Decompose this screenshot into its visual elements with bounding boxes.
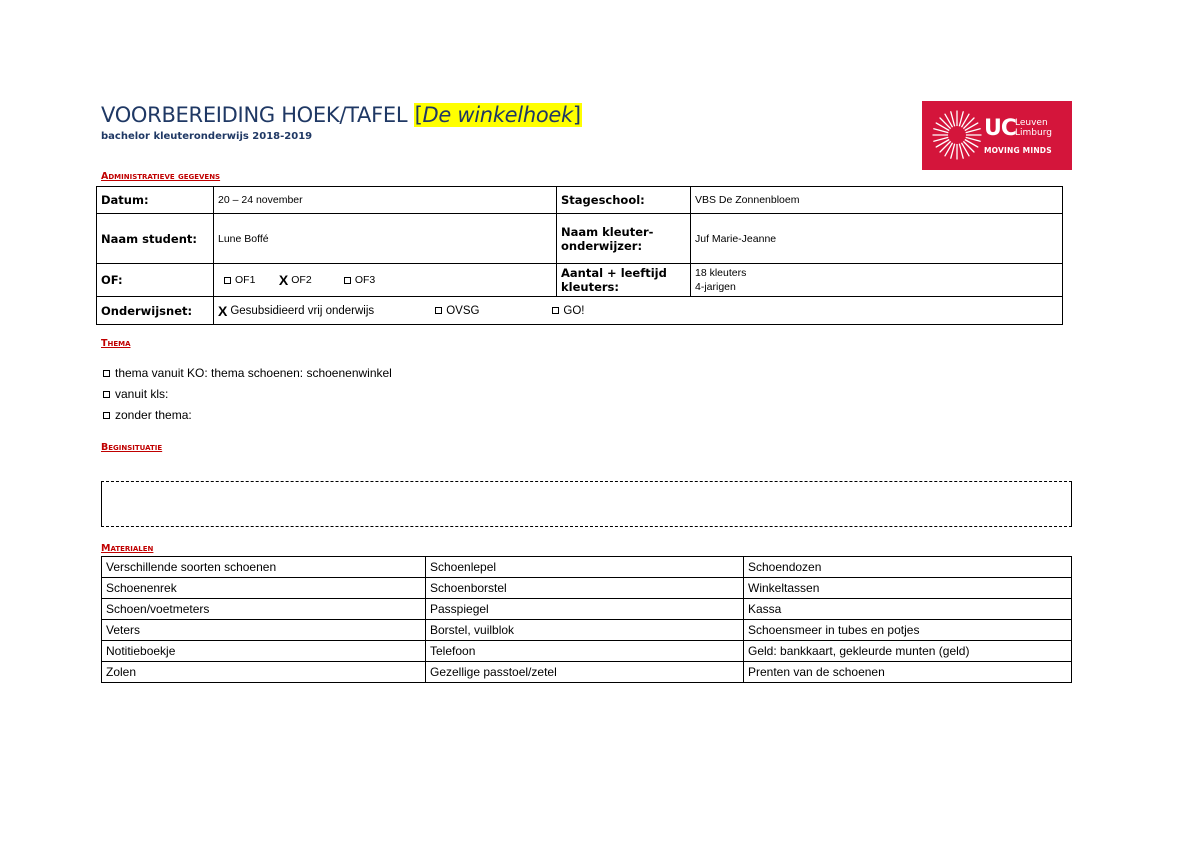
table-row: [102, 599, 1072, 620]
table-row: [102, 662, 1072, 683]
table-cell: Schoenlepel: [426, 557, 744, 578]
of1-option[interactable]: OF1: [224, 274, 276, 286]
table-cell: Prenten van de schoenen: [744, 662, 1072, 683]
thema-item[interactable]: vanuit kls:: [103, 387, 168, 401]
checkbox-empty-icon: [103, 370, 110, 377]
stageschool-label: Stageschool:: [557, 187, 691, 214]
table-cell: Zolen: [102, 662, 426, 683]
x-mark-icon: X: [218, 302, 228, 319]
table-cell: Telefoon: [426, 641, 744, 662]
checkbox-empty-icon: [103, 391, 110, 398]
table-row: [102, 641, 1072, 662]
student-value: Lune Boffé: [214, 214, 557, 264]
datum-value: 20 – 24 november: [214, 187, 557, 214]
net-option-vrij[interactable]: X Gesubsidieerd vrij onderwijs: [218, 302, 375, 319]
checkbox-empty-icon: [552, 307, 559, 314]
table-row: [102, 557, 1072, 578]
student-label: Naam student:: [97, 214, 214, 264]
table-cell: Kassa: [744, 599, 1072, 620]
materials-table: [101, 556, 1072, 683]
x-mark-icon: X: [278, 272, 289, 288]
table-cell: Verschillende soorten schoenen: [102, 557, 426, 578]
admin-table: [96, 186, 1063, 325]
table-cell: Veters: [102, 620, 426, 641]
table-cell: Schoenenrek: [102, 578, 426, 599]
net-option-ovsg[interactable]: OVSG: [435, 305, 549, 317]
checkbox-empty-icon: [224, 277, 231, 284]
table-row: [102, 578, 1072, 599]
stageschool-value: VBS De Zonnenbloem: [691, 187, 1063, 214]
page-title: VOORBEREIDING HOEK/TAFEL [De winkelhoek]: [101, 103, 581, 127]
aantal-value: 18 kleuters 4-jarigen: [691, 264, 1063, 297]
checkbox-empty-icon: [344, 277, 351, 284]
sunburst-logo-icon: [931, 109, 983, 161]
table-cell: Notitieboekje: [102, 641, 426, 662]
section-heading-materialen: Materialen: [101, 543, 154, 554]
net-label: Onderwijsnet:: [97, 297, 214, 325]
of2-option[interactable]: X OF2: [278, 272, 312, 288]
of3-option[interactable]: OF3: [344, 274, 375, 286]
beginsituatie-box[interactable]: [101, 481, 1072, 527]
page-subtitle: bachelor kleuteronderwijs 2018-2019: [101, 131, 313, 142]
section-heading-admin: Administratieve gegevens: [101, 171, 221, 182]
table-cell: Gezellige passtoel/zetel: [426, 662, 744, 683]
table-cell: Passpiegel: [426, 599, 744, 620]
logo-location-text: Leuven Limburg: [1015, 118, 1052, 138]
net-option-go[interactable]: GO!: [552, 305, 584, 317]
checkbox-empty-icon: [103, 412, 110, 419]
of-label: OF:: [97, 264, 214, 297]
table-cell: Schoenborstel: [426, 578, 744, 599]
thema-item[interactable]: zonder thema:: [103, 408, 192, 422]
table-row: [102, 620, 1072, 641]
logo-tagline: MOVING MINDS: [984, 146, 1052, 155]
kleuteronderwijzer-label: Naam kleuter-onderwijzer:: [557, 214, 691, 264]
table-cell: Winkeltassen: [744, 578, 1072, 599]
net-options: [214, 297, 1063, 325]
of-options: [214, 264, 557, 297]
table-cell: Borstel, vuilblok: [426, 620, 744, 641]
kleuteronderwijzer-value: Juf Marie-Jeanne: [691, 214, 1063, 264]
logo-uc-text: UC: [984, 116, 1017, 141]
section-heading-thema: Thema: [101, 338, 131, 349]
table-cell: Schoendozen: [744, 557, 1072, 578]
table-cell: Schoen/voetmeters: [102, 599, 426, 620]
section-heading-beginsituatie: Beginsituatie: [101, 442, 163, 453]
checkbox-empty-icon: [435, 307, 442, 314]
table-cell: Geld: bankkaart, gekleurde munten (geld): [744, 641, 1072, 662]
table-cell: Schoensmeer in tubes en potjes: [744, 620, 1072, 641]
datum-label: Datum:: [97, 187, 214, 214]
aantal-label: Aantal + leeftijd kleuters:: [557, 264, 691, 297]
thema-item[interactable]: thema vanuit KO: thema schoenen: schoenenwinkel: [103, 366, 392, 380]
ucll-logo: [922, 101, 1072, 170]
title-topic-highlight: [De winkelhoek]: [414, 103, 581, 127]
